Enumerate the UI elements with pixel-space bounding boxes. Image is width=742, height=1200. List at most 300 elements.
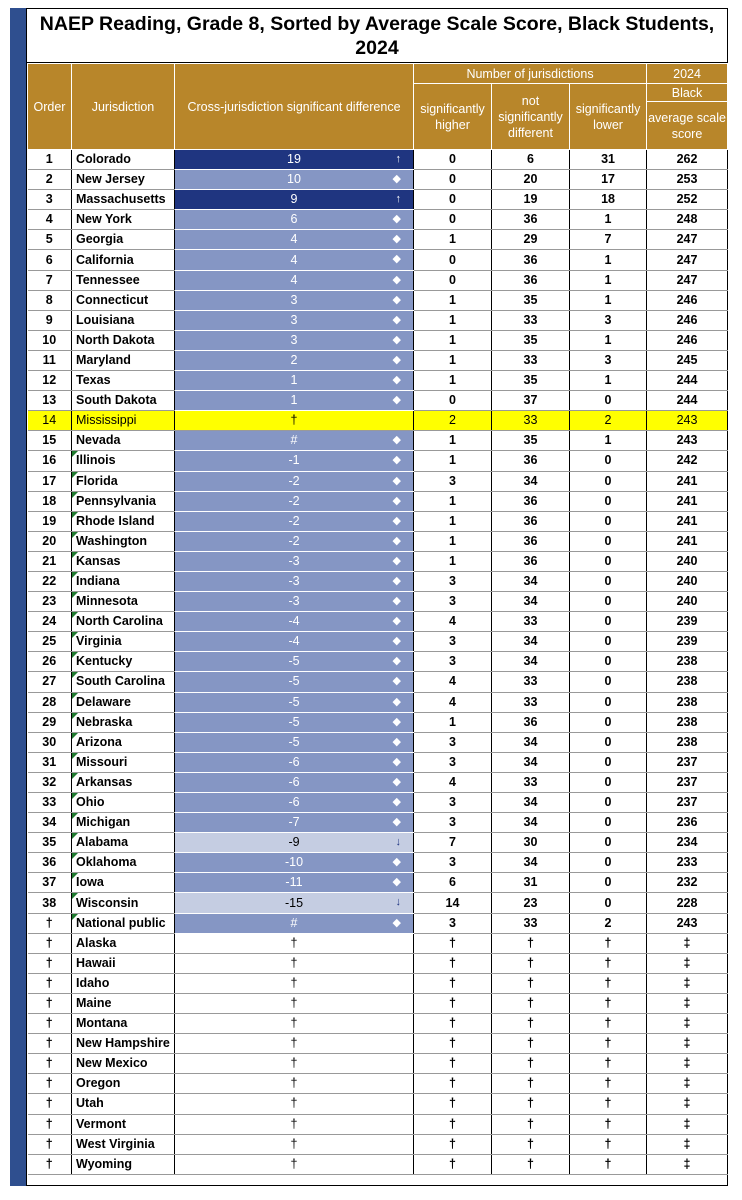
cell-not-sig: †	[492, 1014, 570, 1034]
cell-sig-higher: 3	[414, 592, 492, 612]
cell-avg-score: 236	[647, 813, 728, 833]
table-row	[28, 531, 728, 551]
cell-avg-score: 244	[647, 371, 728, 391]
cell-not-sig: 34	[492, 732, 570, 752]
cell-not-sig: 33	[492, 411, 570, 431]
diff-value: 19	[287, 152, 301, 167]
cell-avg-score: ‡	[647, 1034, 728, 1054]
cell-sig-lower: 0	[570, 692, 647, 712]
cell-sig-higher: 0	[414, 391, 492, 411]
table-row	[28, 592, 728, 612]
cell-sig-lower: †	[570, 1134, 647, 1154]
cell-jurisdiction: North Carolina	[72, 612, 175, 632]
cell-cross-diff	[175, 371, 414, 391]
cell-sig-lower: †	[570, 1074, 647, 1094]
cell-jurisdiction: West Virginia	[72, 1134, 175, 1154]
cell-jurisdiction: Vermont	[72, 1114, 175, 1134]
cell-sig-higher: 6	[414, 873, 492, 893]
cell-cross-diff	[175, 592, 414, 612]
cell-jurisdiction: National public	[72, 913, 175, 933]
cell-sig-lower: †	[570, 1054, 647, 1074]
cell-jurisdiction: Hawaii	[72, 953, 175, 973]
cell-sig-lower: †	[570, 933, 647, 953]
cell-sig-higher: 1	[414, 350, 492, 370]
cell-jurisdiction: Florida	[72, 471, 175, 491]
cell-avg-score: ‡	[647, 1154, 728, 1174]
cell-avg-score: 242	[647, 451, 728, 471]
cell-not-sig: 34	[492, 571, 570, 591]
diff-value: -5	[288, 694, 300, 709]
cell-order: 13	[28, 391, 72, 411]
cell-cross-diff	[175, 752, 414, 772]
cell-sig-lower: 0	[570, 772, 647, 792]
diff-value: -10	[284, 855, 304, 870]
col-sig-higher-header: significantly higher	[414, 84, 492, 150]
cell-not-sig: 37	[492, 391, 570, 411]
cell-order: 6	[28, 250, 72, 270]
year-header: 2024	[647, 64, 728, 84]
diff-value: -6	[288, 754, 300, 769]
diff-value: -7	[288, 815, 300, 830]
diamond-icon: ◆	[392, 615, 401, 628]
table-row	[28, 250, 728, 270]
diff-value: 3	[290, 332, 298, 347]
cell-cross-diff	[175, 170, 414, 190]
cell-sig-higher: 1	[414, 310, 492, 330]
cell-sig-higher: 0	[414, 150, 492, 170]
cell-not-sig: 35	[492, 330, 570, 350]
cell-not-sig: †	[492, 1094, 570, 1114]
cell-jurisdiction: Colorado	[72, 150, 175, 170]
cell-not-sig: 33	[492, 772, 570, 792]
cell-sig-higher: 1	[414, 511, 492, 531]
diff-value: 3	[290, 292, 298, 307]
cell-sig-higher: †	[414, 1134, 492, 1154]
cell-sig-higher: †	[414, 1114, 492, 1134]
cell-cross-diff	[175, 873, 414, 893]
cell-jurisdiction: Wyoming	[72, 1154, 175, 1174]
table-row	[28, 270, 728, 290]
cell-cross-diff	[175, 571, 414, 591]
cell-cross-diff	[175, 1094, 414, 1114]
cell-sig-higher: 1	[414, 491, 492, 511]
cell-cross-diff	[175, 1014, 414, 1034]
cell-sig-lower: 0	[570, 793, 647, 813]
table-row	[28, 371, 728, 391]
diff-value: †	[290, 1156, 298, 1171]
cell-avg-score: 246	[647, 330, 728, 350]
cell-sig-lower: 0	[570, 531, 647, 551]
table-row	[28, 1154, 728, 1174]
cell-order: 30	[28, 732, 72, 752]
cell-jurisdiction: Minnesota	[72, 592, 175, 612]
cell-not-sig: †	[492, 1074, 570, 1094]
cell-order: 33	[28, 793, 72, 813]
cell-avg-score: 238	[647, 652, 728, 672]
cell-jurisdiction: Oklahoma	[72, 853, 175, 873]
diff-value: 2	[290, 352, 298, 367]
cell-order: †	[28, 953, 72, 973]
cell-sig-lower: 0	[570, 752, 647, 772]
cell-jurisdiction: Rhode Island	[72, 511, 175, 531]
cell-sig-higher: †	[414, 1054, 492, 1074]
cell-not-sig: 33	[492, 310, 570, 330]
diamond-icon: ◆	[392, 796, 401, 808]
cell-avg-score: ‡	[647, 1094, 728, 1114]
cell-jurisdiction: Missouri	[72, 752, 175, 772]
cell-cross-diff	[175, 772, 414, 792]
table-row	[28, 471, 728, 491]
cell-avg-score: 233	[647, 853, 728, 873]
table-row	[28, 853, 728, 873]
table-row	[28, 973, 728, 993]
cell-sig-lower: †	[570, 1154, 647, 1174]
cell-avg-score: 238	[647, 672, 728, 692]
cell-avg-score: ‡	[647, 973, 728, 993]
cell-not-sig: 33	[492, 612, 570, 632]
cell-avg-score: 237	[647, 752, 728, 772]
cell-order: 8	[28, 290, 72, 310]
cell-sig-lower: 0	[570, 813, 647, 833]
cell-jurisdiction: Alaska	[72, 933, 175, 953]
cell-sig-lower: 0	[570, 491, 647, 511]
cell-avg-score: 238	[647, 712, 728, 732]
arrow-up-icon: ↑	[395, 153, 401, 165]
cell-avg-score: 247	[647, 230, 728, 250]
diff-value: 6	[290, 212, 298, 227]
cell-not-sig: 33	[492, 913, 570, 933]
cell-not-sig: 20	[492, 170, 570, 190]
cell-order: 5	[28, 230, 72, 250]
group-header: Black	[647, 84, 728, 102]
cell-jurisdiction: Idaho	[72, 973, 175, 993]
cell-sig-lower: 17	[570, 170, 647, 190]
diff-value: †	[290, 1116, 298, 1131]
cell-avg-score: 248	[647, 210, 728, 230]
cell-jurisdiction: Iowa	[72, 873, 175, 893]
cell-not-sig: 34	[492, 853, 570, 873]
diamond-icon: ◆	[392, 233, 401, 246]
table-row	[28, 1134, 728, 1154]
cell-sig-higher: 4	[414, 612, 492, 632]
cell-sig-lower: 0	[570, 873, 647, 893]
cell-sig-lower: 18	[570, 190, 647, 210]
cell-jurisdiction: Louisiana	[72, 310, 175, 330]
cell-not-sig: 35	[492, 371, 570, 391]
cell-not-sig: 36	[492, 451, 570, 471]
col-diff-header: Cross-jurisdiction significant difference	[175, 64, 414, 150]
cell-sig-higher: †	[414, 973, 492, 993]
cell-order: 28	[28, 692, 72, 712]
cell-jurisdiction: Texas	[72, 371, 175, 391]
cell-sig-higher: 1	[414, 290, 492, 310]
diff-value: -3	[288, 574, 300, 589]
table-row	[28, 170, 728, 190]
table-row	[28, 772, 728, 792]
cell-avg-score: ‡	[647, 933, 728, 953]
table-row	[28, 330, 728, 350]
cell-order: 16	[28, 451, 72, 471]
cell-not-sig: 33	[492, 672, 570, 692]
cell-cross-diff	[175, 471, 414, 491]
cell-jurisdiction: Ohio	[72, 793, 175, 813]
cell-jurisdiction: New York	[72, 210, 175, 230]
cell-jurisdiction: North Dakota	[72, 330, 175, 350]
cell-cross-diff	[175, 511, 414, 531]
cell-sig-lower: 0	[570, 592, 647, 612]
cell-sig-lower: 0	[570, 652, 647, 672]
cell-cross-diff	[175, 190, 414, 210]
col-not-sig-header: not significantly different	[492, 84, 570, 150]
diamond-icon: ◆	[392, 374, 401, 387]
table-row	[28, 612, 728, 632]
cell-cross-diff	[175, 652, 414, 672]
cell-cross-diff	[175, 793, 414, 813]
arrow-up-icon: ↑	[395, 193, 401, 206]
cell-sig-lower: 3	[570, 350, 647, 370]
cell-sig-lower: 0	[570, 672, 647, 692]
cell-avg-score: ‡	[647, 1014, 728, 1034]
diamond-icon: ◆	[392, 494, 401, 507]
cell-order: 24	[28, 612, 72, 632]
table-row	[28, 813, 728, 833]
diff-value: 3	[290, 312, 298, 327]
results-table	[27, 63, 728, 1175]
cell-sig-lower: 1	[570, 431, 647, 451]
cell-order: †	[28, 1034, 72, 1054]
cell-order: 10	[28, 330, 72, 350]
cell-cross-diff	[175, 1034, 414, 1054]
cell-sig-lower: 1	[570, 371, 647, 391]
cell-not-sig: 34	[492, 793, 570, 813]
diff-value: †	[290, 1136, 298, 1151]
cell-jurisdiction: New Jersey	[72, 170, 175, 190]
cell-order: 12	[28, 371, 72, 391]
cell-jurisdiction: Tennessee	[72, 270, 175, 290]
cell-order: 31	[28, 752, 72, 772]
cell-not-sig: 35	[492, 431, 570, 451]
table-row	[28, 1094, 728, 1114]
cell-avg-score: 243	[647, 431, 728, 451]
diamond-icon: ◆	[392, 595, 401, 608]
cell-avg-score: 241	[647, 471, 728, 491]
cell-order: 32	[28, 772, 72, 792]
cell-sig-higher: 3	[414, 752, 492, 772]
diff-value: -2	[288, 493, 300, 508]
diamond-icon: ◆	[392, 293, 401, 306]
cell-sig-lower: †	[570, 993, 647, 1013]
cell-sig-higher: 3	[414, 571, 492, 591]
cell-avg-score: 238	[647, 692, 728, 712]
cell-order: 17	[28, 471, 72, 491]
page-title: NAEP Reading, Grade 8, Sorted by Average Scale Score, Black Students, 2024	[27, 9, 727, 63]
diff-value: †	[290, 955, 298, 970]
cell-sig-higher: 0	[414, 170, 492, 190]
cell-cross-diff	[175, 612, 414, 632]
diff-value: 4	[290, 252, 298, 267]
cell-not-sig: 36	[492, 491, 570, 511]
cell-sig-lower: 0	[570, 471, 647, 491]
cell-sig-higher: †	[414, 1074, 492, 1094]
cell-not-sig: †	[492, 973, 570, 993]
cell-sig-higher: †	[414, 1034, 492, 1054]
cell-sig-higher: 4	[414, 692, 492, 712]
cell-jurisdiction: Kentucky	[72, 652, 175, 672]
cell-not-sig: †	[492, 1114, 570, 1134]
cell-cross-diff	[175, 310, 414, 330]
cell-avg-score: 245	[647, 350, 728, 370]
diamond-icon: ◆	[392, 434, 401, 447]
cell-jurisdiction: Kansas	[72, 551, 175, 571]
cell-cross-diff	[175, 1054, 414, 1074]
table-row	[28, 933, 728, 953]
cell-avg-score: 252	[647, 190, 728, 210]
cell-avg-score: 240	[647, 571, 728, 591]
table-row	[28, 491, 728, 511]
cell-sig-higher: 3	[414, 793, 492, 813]
diff-value: 9	[290, 192, 298, 207]
diamond-icon: ◆	[392, 213, 401, 226]
diff-value: -4	[288, 634, 300, 649]
cell-cross-diff	[175, 632, 414, 652]
cell-sig-higher: 3	[414, 732, 492, 752]
cell-order: 1	[28, 150, 72, 170]
cell-order: 21	[28, 551, 72, 571]
cell-sig-higher: 3	[414, 813, 492, 833]
diamond-icon: ◆	[392, 333, 401, 346]
diamond-icon: ◆	[392, 273, 401, 286]
diff-value: -3	[288, 594, 300, 609]
diff-value: -2	[288, 533, 300, 548]
cell-jurisdiction: Montana	[72, 1014, 175, 1034]
cell-order: †	[28, 1014, 72, 1034]
cell-not-sig: †	[492, 993, 570, 1013]
table-row	[28, 310, 728, 330]
table-row	[28, 953, 728, 973]
cell-sig-lower: 0	[570, 551, 647, 571]
diff-value: -5	[288, 734, 300, 749]
cell-jurisdiction: Nevada	[72, 431, 175, 451]
cell-sig-lower: †	[570, 1114, 647, 1134]
table-row	[28, 652, 728, 672]
cell-order: †	[28, 993, 72, 1013]
cell-avg-score: 253	[647, 170, 728, 190]
diamond-icon: ◆	[392, 675, 401, 688]
col-order-header: Order	[28, 64, 72, 150]
arrow-down-icon: ↓	[395, 896, 401, 909]
cell-order: 38	[28, 893, 72, 913]
table-row	[28, 732, 728, 752]
diamond-icon: ◆	[392, 394, 401, 407]
cell-sig-higher: 3	[414, 853, 492, 873]
cell-sig-lower: 0	[570, 893, 647, 913]
cell-sig-lower: †	[570, 1014, 647, 1034]
cell-cross-diff	[175, 712, 414, 732]
cell-jurisdiction: Utah	[72, 1094, 175, 1114]
cell-sig-lower: 0	[570, 732, 647, 752]
cell-cross-diff	[175, 853, 414, 873]
cell-avg-score: 243	[647, 411, 728, 431]
cell-sig-higher: 1	[414, 230, 492, 250]
cell-sig-higher: 0	[414, 210, 492, 230]
cell-sig-higher: 3	[414, 652, 492, 672]
cell-avg-score: 246	[647, 290, 728, 310]
cell-cross-diff	[175, 1154, 414, 1174]
diamond-icon: ◆	[392, 695, 401, 708]
cell-order: †	[28, 1094, 72, 1114]
cell-cross-diff	[175, 933, 414, 953]
cell-cross-diff	[175, 732, 414, 752]
table-row	[28, 752, 728, 772]
cell-sig-higher: 3	[414, 632, 492, 652]
diamond-icon: ◆	[392, 775, 401, 788]
cell-avg-score: ‡	[647, 1054, 728, 1074]
cell-avg-score: 241	[647, 531, 728, 551]
cell-jurisdiction: Massachusetts	[72, 190, 175, 210]
cell-not-sig: 34	[492, 652, 570, 672]
cell-sig-higher: 1	[414, 451, 492, 471]
cell-not-sig: 31	[492, 873, 570, 893]
cell-sig-higher: 7	[414, 833, 492, 853]
diff-value: -6	[288, 774, 300, 789]
cell-sig-lower: †	[570, 1094, 647, 1114]
diamond-icon: ◆	[392, 574, 401, 587]
cell-jurisdiction: Alabama	[72, 833, 175, 853]
diff-value: †	[290, 935, 298, 950]
diamond-icon: ◆	[392, 816, 401, 829]
cell-not-sig: 34	[492, 592, 570, 612]
cell-sig-lower: †	[570, 953, 647, 973]
table-row	[28, 632, 728, 652]
diff-value: -2	[288, 473, 300, 488]
table-row	[28, 1014, 728, 1034]
diff-value: 4	[290, 232, 298, 247]
cell-not-sig: 36	[492, 531, 570, 551]
cell-avg-score: 244	[647, 391, 728, 411]
cell-sig-higher: †	[414, 933, 492, 953]
table-row	[28, 451, 728, 471]
diamond-icon: ◆	[392, 715, 401, 728]
cell-not-sig: 23	[492, 893, 570, 913]
cell-order: 14	[28, 411, 72, 431]
cell-not-sig: 30	[492, 833, 570, 853]
cell-sig-lower: 0	[570, 833, 647, 853]
diff-value: -11	[285, 875, 303, 890]
cell-order: †	[28, 913, 72, 933]
cell-order: 3	[28, 190, 72, 210]
cell-cross-diff	[175, 270, 414, 290]
cell-avg-score: 262	[647, 150, 728, 170]
cell-not-sig: †	[492, 933, 570, 953]
diamond-icon: ◆	[392, 534, 401, 547]
table-row	[28, 150, 728, 170]
cell-cross-diff	[175, 150, 414, 170]
cell-cross-diff	[175, 230, 414, 250]
cell-jurisdiction: Wisconsin	[72, 893, 175, 913]
cell-order: 25	[28, 632, 72, 652]
cell-sig-lower: 31	[570, 150, 647, 170]
cell-order: 18	[28, 491, 72, 511]
cell-cross-diff	[175, 993, 414, 1013]
report-frame	[26, 8, 728, 1186]
table-row	[28, 893, 728, 913]
cell-jurisdiction: Illinois	[72, 451, 175, 471]
cell-sig-higher: †	[414, 1154, 492, 1174]
cell-avg-score: 240	[647, 592, 728, 612]
cell-jurisdiction: Pennsylvania	[72, 491, 175, 511]
diff-value: -2	[288, 513, 300, 528]
table-row	[28, 913, 728, 933]
